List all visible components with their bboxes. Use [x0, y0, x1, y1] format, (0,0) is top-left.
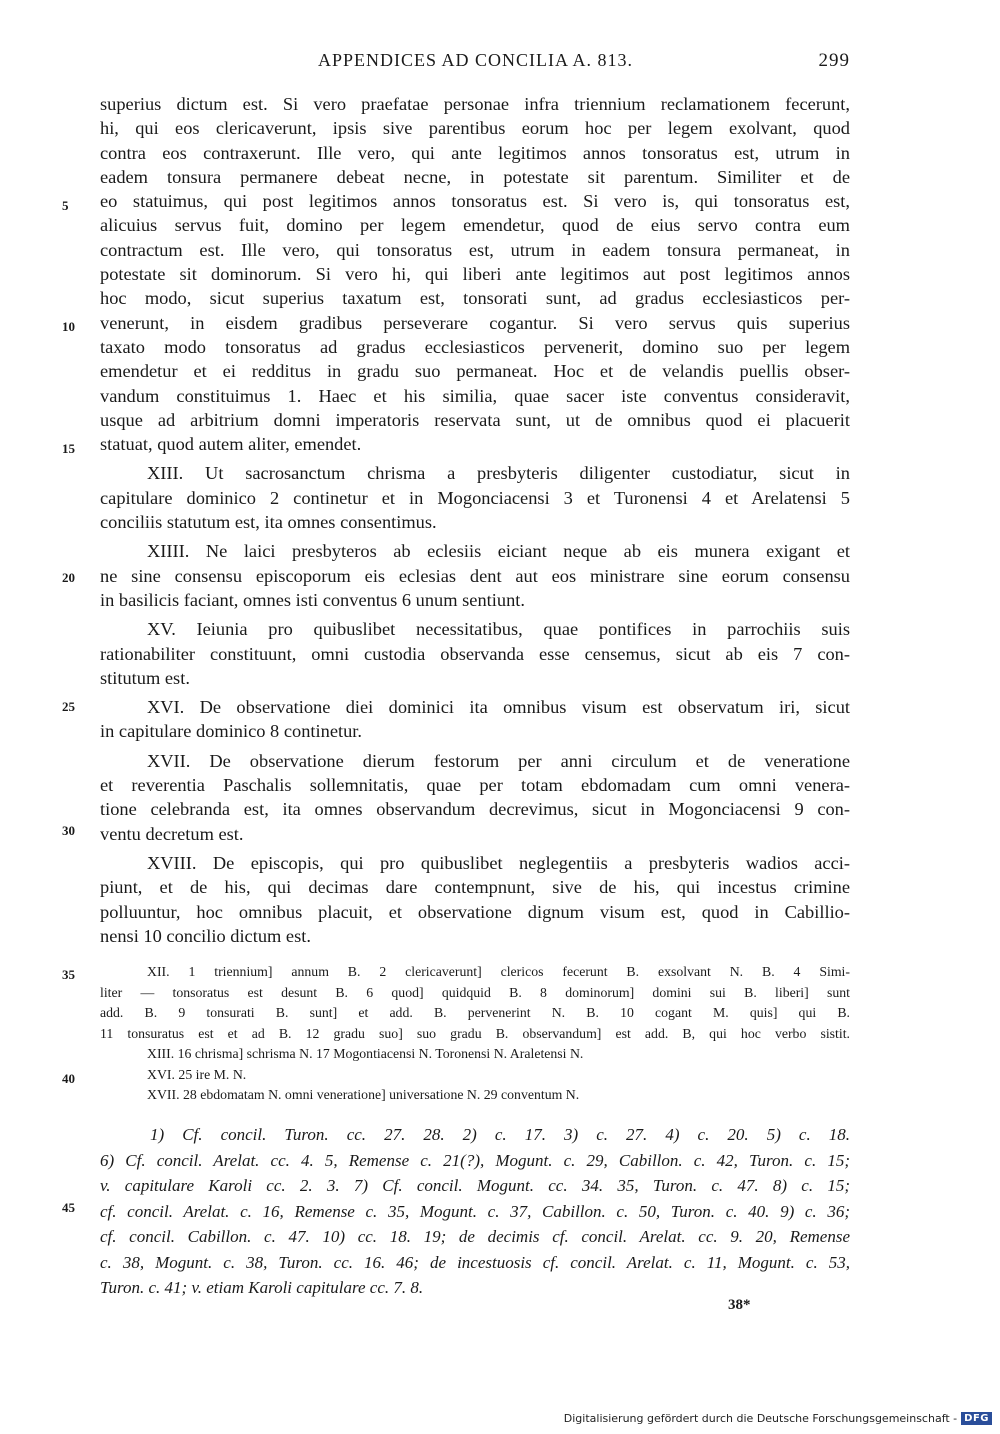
line-number: 15 — [62, 441, 75, 456]
line-number: 30 — [62, 823, 75, 838]
note-line: add. B. 9 tonsurati B. sunt] et add. B. pervenerint N. B. 10 cogant M. quis] qui B. — [100, 1005, 850, 1020]
line-number: 10 — [62, 319, 75, 334]
text-line: potestate sit dominorum. Si vero hi, qui liberi ante legitimos aut post legitimos annos — [100, 264, 850, 285]
section-xvii — [100, 749, 850, 846]
note-line: XVI. 25 ire M. N. — [147, 1066, 247, 1082]
text-line: tione celebranda est, ita omnes observandum decrevimus, sicut in Mogonciacensi 9 con- — [100, 799, 850, 820]
line-number: 25 — [62, 699, 75, 714]
text-line: nensi 10 concilio dictum est. — [100, 925, 311, 946]
line-number: 35 — [62, 967, 75, 982]
text-line: in capitulare dominico 8 continetur. — [100, 721, 362, 742]
text-line: XIIII. Ne laici presbyteros ab eclesiis eiciant neque ab eis munera exigant et — [147, 541, 850, 562]
text-line: rationabiliter constituunt, omni custodia observanda esse censemus, sicut ab eis 7 con- — [100, 643, 850, 664]
reference-line: Turon. c. 41; v. etiam Karoli capitulare cc. 7. 8. — [100, 1278, 424, 1297]
note-line: XVII. 28 ebdomatam N. omni veneratione] universatione N. 29 conventum N. — [147, 1087, 580, 1102]
line-number: 20 — [62, 570, 75, 585]
signature-mark: 38* — [728, 1297, 751, 1313]
reference-line: v. capitulare Karoli cc. 2. 3. 7) Cf. concil. Mogunt. cc. 34. 35, Turon. c. 47. 8) c. 15; — [100, 1176, 850, 1195]
text-line: capitulare dominico 2 continetur et in Mogonciacensi 3 et Turonensi 4 et Arelatensi 5 — [100, 487, 850, 508]
text-line: ventu decretum est. — [100, 823, 244, 844]
reference-line: 6) Cf. concil. Arelat. cc. 4. 5, Remense c. 21(?), Mogunt. c. 29, Cabillon. c. 42, Turon. c. 15; — [100, 1150, 850, 1170]
text-line: superius dictum est. Si vero praefatae personae infra triennium reclamationem fecerunt, — [100, 94, 850, 114]
text-line: contractum est. Ille vero, qui tonsoratus est, utrum in eadem tonsura permaneat, in — [100, 239, 850, 260]
text-line: piunt, et de his, qui decimas dare contempnunt, sive de his, qui incestus crimine — [100, 877, 850, 898]
text-line: polluuntur, hoc omnibus placuit, et observatione dignum visum est, quod in Cabillio- — [100, 901, 850, 922]
text-line: ne sine consensu episcoporum eis eclesias dent aut eos ministrare sine eorum consensu — [100, 565, 850, 586]
digitization-footer — [564, 1412, 992, 1425]
section-xviii — [100, 851, 850, 948]
text-line: XVI. De observatione diei dominici ita omnibus visum est observatum iri, sicut — [147, 697, 850, 718]
page-header — [100, 50, 850, 78]
dfg-logo: DFG — [961, 1412, 992, 1425]
note-line: XIII. 16 chrisma] schrisma N. 17 Mogontiacensi N. Toronensi N. Araletensi N. — [147, 1046, 584, 1061]
reference-line: cf. concil. Cabillon. c. 47. 10) cc. 18. 19; de decimis cf. concil. Arelat. cc. 9. 20, Remense — [100, 1227, 850, 1246]
page-number: 299 — [818, 50, 850, 71]
line-number: 40 — [62, 1071, 75, 1086]
line-number: 45 — [62, 1200, 75, 1215]
text-line: hoc modo, sicut superius taxatum est, tonsorati sunt, ad gradus ecclesiasticos per- — [100, 288, 850, 309]
text-line: taxato modo tonsoratus ad gradus ecclesiasticos pervenerit, domino suo per legem — [100, 336, 850, 357]
text-line: in basilicis faciant, omnes isti conventus 6 unum sentiunt. — [100, 589, 525, 610]
text-line: hi, qui eos clericaverunt, ipsis sive parentibus eorum hoc per legem exolvant, quod — [100, 118, 850, 139]
note-line: 11 tonsuratus est et ad B. 12 gradu suo] suo gradu B. observandum] est add. B, qui hoc verbo sistit. — [100, 1025, 850, 1041]
text-line: eadem tonsura permanere debeat necne, in potestate sit parentum. Similiter et de — [100, 166, 850, 187]
section-xiii — [100, 461, 850, 534]
text-line: XV. Ieiunia pro quibuslibet necessitatibus, quae pontifices in parrochiis suis — [147, 619, 850, 640]
text-line: et reverentia Paschalis sollemnitatis, quae per totam ebdomadam cum omni venera- — [100, 775, 850, 796]
section-xiiii — [100, 539, 850, 612]
running-title: APPENDICES AD CONCILIA A. 813. — [318, 50, 634, 70]
text-line: eo statuimus, qui post legitimos annos tonsoratus est. Si vero is, qui tonsoratus est, — [100, 191, 850, 212]
footer-text: Digitalisierung gefördert durch die Deutsche Forschungsgemeinschaft - — [563, 1412, 958, 1425]
text-line: statuat, quod autem aliter, emendet. — [100, 434, 362, 455]
reference-line: cf. concil. Arelat. c. 16, Remense c. 35, Mogunt. c. 37, Cabillon. c. 50, Turon. c. 40. 9) c. 36; — [100, 1201, 850, 1221]
text-line: usque ad arbitrium domni imperatoris reservata sunt, ut de omnibus quod ei placuerit — [100, 409, 850, 430]
main-text — [100, 92, 850, 948]
section-xv — [100, 617, 850, 690]
text-line: XIII. Ut sacrosanctum chrisma a presbyteris diligenter custodiatur, sicut in — [147, 463, 850, 484]
text-line: vandum constituimus 1. Haec et his similia, quae sacer iste conventus consideravit, — [100, 385, 850, 406]
text-line: conciliis statutum est, ita omnes consentimus. — [100, 512, 437, 533]
reference-line: 1) Cf. concil. Turon. cc. 27. 28. 2) c. 17. 3) c. 27. 4) c. 20. 5) c. 18. — [150, 1125, 850, 1144]
critical-apparatus — [100, 962, 850, 1106]
text-line: XVIII. De episcopis, qui pro quibuslibet neglegentiis a presbyteris wadios acci- — [147, 852, 850, 873]
reference-line: c. 38, Mogunt. c. 38, Turon. cc. 16. 46; de incestuosis cf. concil. Arelat. c. 11, Mogunt. c. 53, — [100, 1252, 850, 1272]
text-line: contra eos contraxerunt. Ille vero, qui ante legitimos annos tonsoratus est, utrum in — [100, 142, 850, 163]
text-line: emendetur et ei redditus in gradu suo permaneat. Hoc et de velandis puellis obser- — [100, 361, 850, 382]
note-line: liter — tonsoratus est desunt B. 6 quod] quidquid B. 8 dominorum] domini sui B. liberi] sunt — [100, 984, 850, 1000]
text-line: venerunt, in eisdem gradibus perseverare cogantur. Si vero servus quis superius — [100, 312, 850, 333]
note-line: XII. 1 triennium] annum B. 2 clericaverunt] clericos fecerunt B. exsolvant N. B. 4 Simi- — [147, 964, 850, 979]
text-line: XVII. De observatione dierum festorum per anni circulum et de veneratione — [147, 750, 850, 771]
text-line: alicuius servus fuit, domino per legem emendetur, quod de eius servo contra eum — [100, 215, 850, 236]
line-number: 5 — [62, 198, 69, 213]
text-line: stitutum est. — [100, 667, 190, 688]
source-references — [100, 1122, 850, 1301]
section-xvi — [100, 695, 850, 744]
